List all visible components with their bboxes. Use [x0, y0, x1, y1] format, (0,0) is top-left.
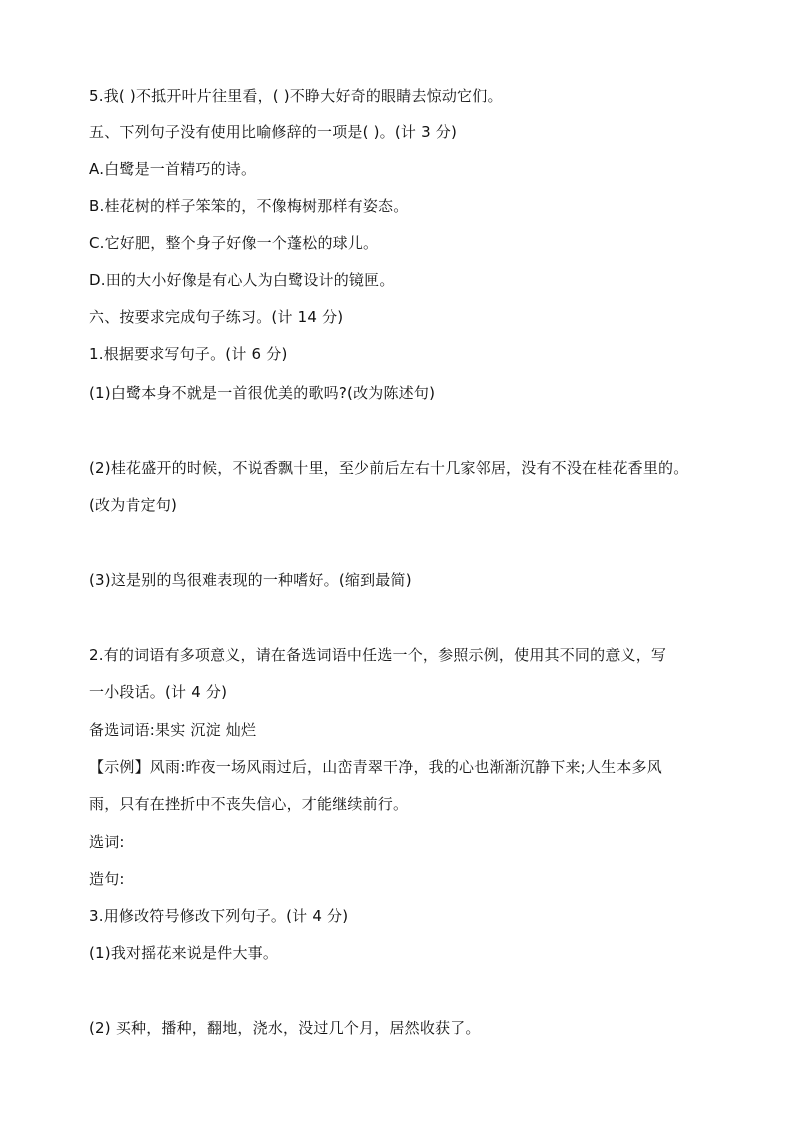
sentence-label: 造句: — [89, 870, 125, 888]
task-1-item-2: (2)桂花盛开的时候，不说香飘十里，至少前后左右十几家邻居，没有不没在桂花香里的。 — [89, 459, 689, 477]
section-5-heading: 五、下列句子没有使用比喻修辞的一项是( )。(计 3 分) — [89, 123, 458, 141]
option-a: A.白鹭是一首精巧的诗。 — [89, 160, 257, 178]
task-3-item-1: (1)我对摇花来说是件大事。 — [89, 944, 279, 962]
task-1-item-2-instruction: (改为肯定句) — [89, 496, 178, 514]
option-b: B.桂花树的样子笨笨的，不像梅树那样有姿态。 — [89, 197, 409, 215]
chosen-word-label: 选词: — [89, 833, 125, 851]
task-2-heading: 2.有的词语有多项意义，请在备选词语中任选一个，参照示例，使用其不同的意义，写 — [89, 646, 667, 664]
task-2-heading-cont: 一小段话。(计 4 分) — [89, 683, 228, 701]
candidate-words: 备选词语:果实 沉淀 灿烂 — [89, 721, 257, 739]
question-5-line: 5.我( )不抵开叶片往里看，( )不睁大好奇的眼睛去惊动它们。 — [89, 87, 503, 105]
task-3-heading: 3.用修改符号修改下列句子。(计 4 分) — [89, 907, 349, 925]
section-6-heading: 六、按要求完成句子练习。(计 14 分) — [89, 308, 344, 326]
task-1-heading: 1.根据要求写句子。(计 6 分) — [89, 345, 288, 363]
option-c: C.它好肥，整个身子好像一个蓬松的球儿。 — [89, 234, 379, 252]
task-1-item-3: (3)这是别的鸟很难表现的一种嗜好。(缩到最简) — [89, 571, 412, 589]
example-line-1: 【示例】风雨:昨夜一场风雨过后，山峦青翠干净，我的心也渐渐沉静下来;人生本多风 — [89, 758, 662, 776]
example-line-2: 雨，只有在挫折中不丧失信心，才能继续前行。 — [89, 795, 409, 813]
task-3-item-2: (2) 买种，播种，翻地，浇水，没过几个月，居然收获了。 — [89, 1019, 481, 1037]
task-1-item-1: (1)白鹭本身不就是一首很优美的歌吗?(改为陈述句) — [89, 384, 436, 402]
option-d: D.田的大小好像是有心人为白鹭设计的镜匣。 — [89, 271, 395, 289]
